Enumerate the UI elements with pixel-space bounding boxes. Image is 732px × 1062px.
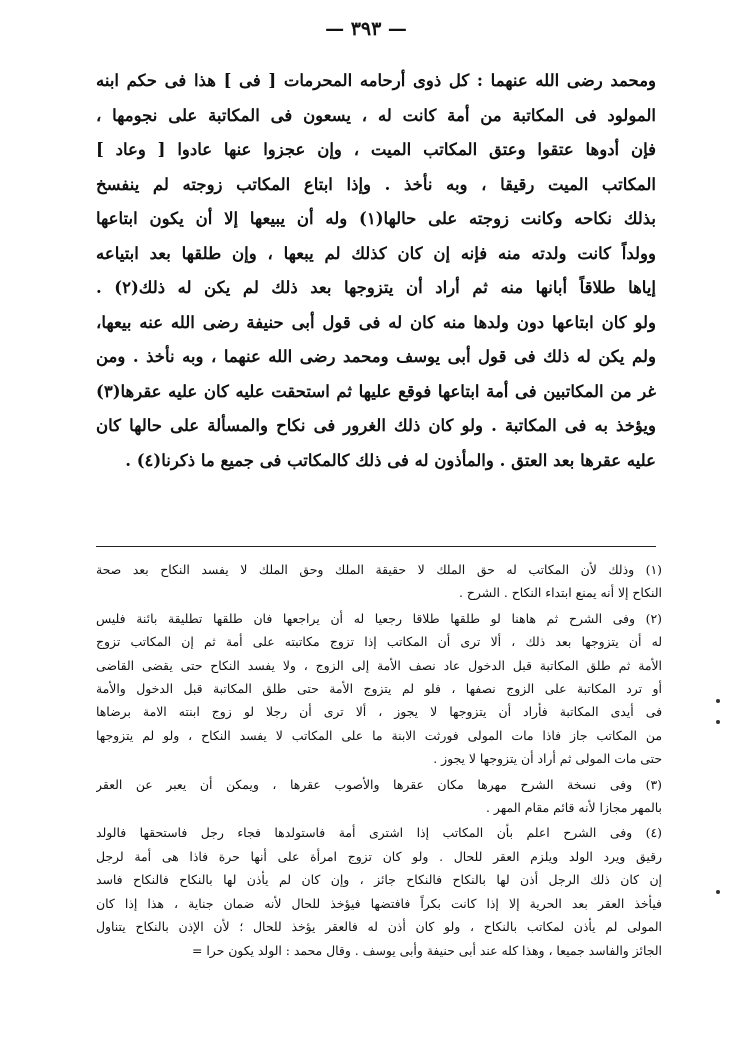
- footnote-1: [96, 558, 662, 605]
- body-line: المولود فى المكاتبة من أمة كانت له ، يسعون فى المكاتبة على نجومها ،: [96, 105, 656, 125]
- margin-mark: [716, 720, 720, 724]
- body-line: ولم يكن له ذلك فى قول أبى يوسف ومحمد رضى الله عنهما ، وبه نأخذ . ومن: [96, 347, 656, 366]
- body-line: ويؤخذ به فى المكاتبة . ولو كان ذلك الغرور فى نكاح والمسألة على حالها كان: [96, 416, 656, 435]
- footnote-line: فى أيدى المكاتبة فأراد أن يتزوجها لا يجوز ، ألا ترى أن رجلا لو زوج ابنته الامة برضاها: [96, 704, 662, 720]
- margin-mark: [716, 890, 720, 894]
- footnote-3: [96, 773, 662, 820]
- footnote-2: [96, 607, 662, 771]
- footnote-line: الأمة ثم طلق المكاتبة قبل الدخول عاد نصف الأمة إلى الزوج ، ولا يفسد النكاح حتى يقضى القاضى: [96, 657, 662, 673]
- footnote-line: المولى لم يأذن لمكاتب بالنكاح ، ولو كان أذن له فالعقر يؤخذ للحال ؛ لأن الإذن بالنكاح يتناول: [96, 919, 662, 935]
- margin-mark: [716, 699, 720, 703]
- page-number: — ٣٩٣ —: [325, 18, 407, 40]
- footnote-line: حتى مات المولى ثم أراد أن يتزوجها لا يجوز .: [433, 751, 662, 767]
- footnote-line: (١) وذلك لأن المكاتب له حق الملك لا حقيقة الملك وحق الملك لا يفسد النكاح بعد صحة: [96, 562, 662, 577]
- footnote-line: رقيق ويرد الولد ويلزم العقر للحال . ولو كان تزوج امرأة على أنها حرة فاذا هى أمة لرجل: [96, 848, 662, 864]
- body-line: إياها طلاقاً أبانها منه ثم أراد أن يتزوجها بعد ذلك لم يكن له ذلك(٢) .: [96, 278, 656, 297]
- footnotes-section: [96, 558, 662, 964]
- footnote-line: من المكاتب جاز فاذا مات المولى فورثت الابنة ما على المكاتب لا يفسد النكاح ، ولو لم يتزوجها: [96, 727, 662, 743]
- footnote-line: بالمهر مجازا لأنه قائم مقام المهر .: [486, 800, 662, 816]
- body-line: ولو كان ابتاعها دون ولدها منه كان له فى قول أبى حنيفة رضى الله عنه بيعها،: [96, 312, 656, 332]
- footnote-divider: [96, 546, 656, 547]
- main-body-text: [96, 64, 656, 478]
- footnote-line: الجائز والفاسد جميعا ، وهذا كله عند أبى حنيفة وأبى يوسف . وقال محمد : الولد يكون حرا =: [192, 942, 662, 958]
- body-line: ومحمد رضى الله عنهما : كل ذوى أرحامه المحرمات [ فى ] هذا فى حكم ابنه: [96, 71, 656, 90]
- footnote-4: [96, 821, 662, 961]
- body-line: عليه عقرها بعد العتق . والمأذون له فى ذلك كالمكاتب فى جميع ما ذكرنا(٤) .: [125, 450, 656, 470]
- body-line: فإن أدوها عتقوا وعتق المكاتب الميت ، وإن عجزوا عنها عادوا [ وعاد ]: [96, 140, 656, 159]
- body-line: وولداً كانت ولدته منه فإنه إن كان كذلك لم يبعها ، وإن طلقها بعد ابتياعه: [96, 243, 656, 263]
- body-line: غر من المكاتبين فى أمة ابتاعها فوقع عليها ثم استحقت عليه كان عليه عقرها(٣): [96, 381, 656, 401]
- footnote-line: فيأخذ العقر بعد الحرية إلا إذا كانت بكراً فافتضها فيؤخذ للحال لأنه ضمان جناية ، هذا إذا كان: [96, 895, 662, 911]
- footnote-line: أو ترد المكاتبة على الزوج نصفها ، فلو لم يتزوج الأمة حتى طلق المكاتبة قبل الدخول والأمة: [96, 681, 662, 697]
- footnote-line: النكاح إلا أنه يمنع ابتداء النكاح . الشرح .: [458, 585, 662, 601]
- footnote-line: (٣) وفى نسخة الشرح مهرها مكان عقرها والأصوب عقرها ، ويمكن أن يعبر عن العقر: [96, 776, 662, 792]
- footnote-line: (٤) وفى الشرح اعلم بأن المكاتب إذا اشترى أمة فاستولدها فجاء رجل فاستحقها فالولد: [96, 825, 662, 841]
- footnote-line: له أن يتزوجها بعد ذلك ، ألا ترى أن المكاتب إذا تزوج مكاتبته على أمة ثم إن المكاتب تزوج: [96, 634, 662, 650]
- footnote-line: (٢) وفى الشرح ثم هاهنا لو طلقها طلاقا رجعيا له أن يراجعها فان طلقها تطليقة بائنة فليس: [96, 610, 662, 626]
- footnote-line: إن كان ذلك الرجل أذن لها بالنكاح فالنكاح جائز ، وإن كان لم يأذن لها بالنكاح فالنكاح فاسد: [96, 872, 662, 888]
- body-line: المكاتب الميت رقيقا ، وبه نأخذ . وإذا ابتاع المكاتب زوجته لم ينفسخ: [96, 174, 656, 194]
- body-line: بذلك نكاحه وكانت زوجته على حالها(١) وله أن يبيعها إلا أن يكون ابتاعها: [96, 209, 656, 228]
